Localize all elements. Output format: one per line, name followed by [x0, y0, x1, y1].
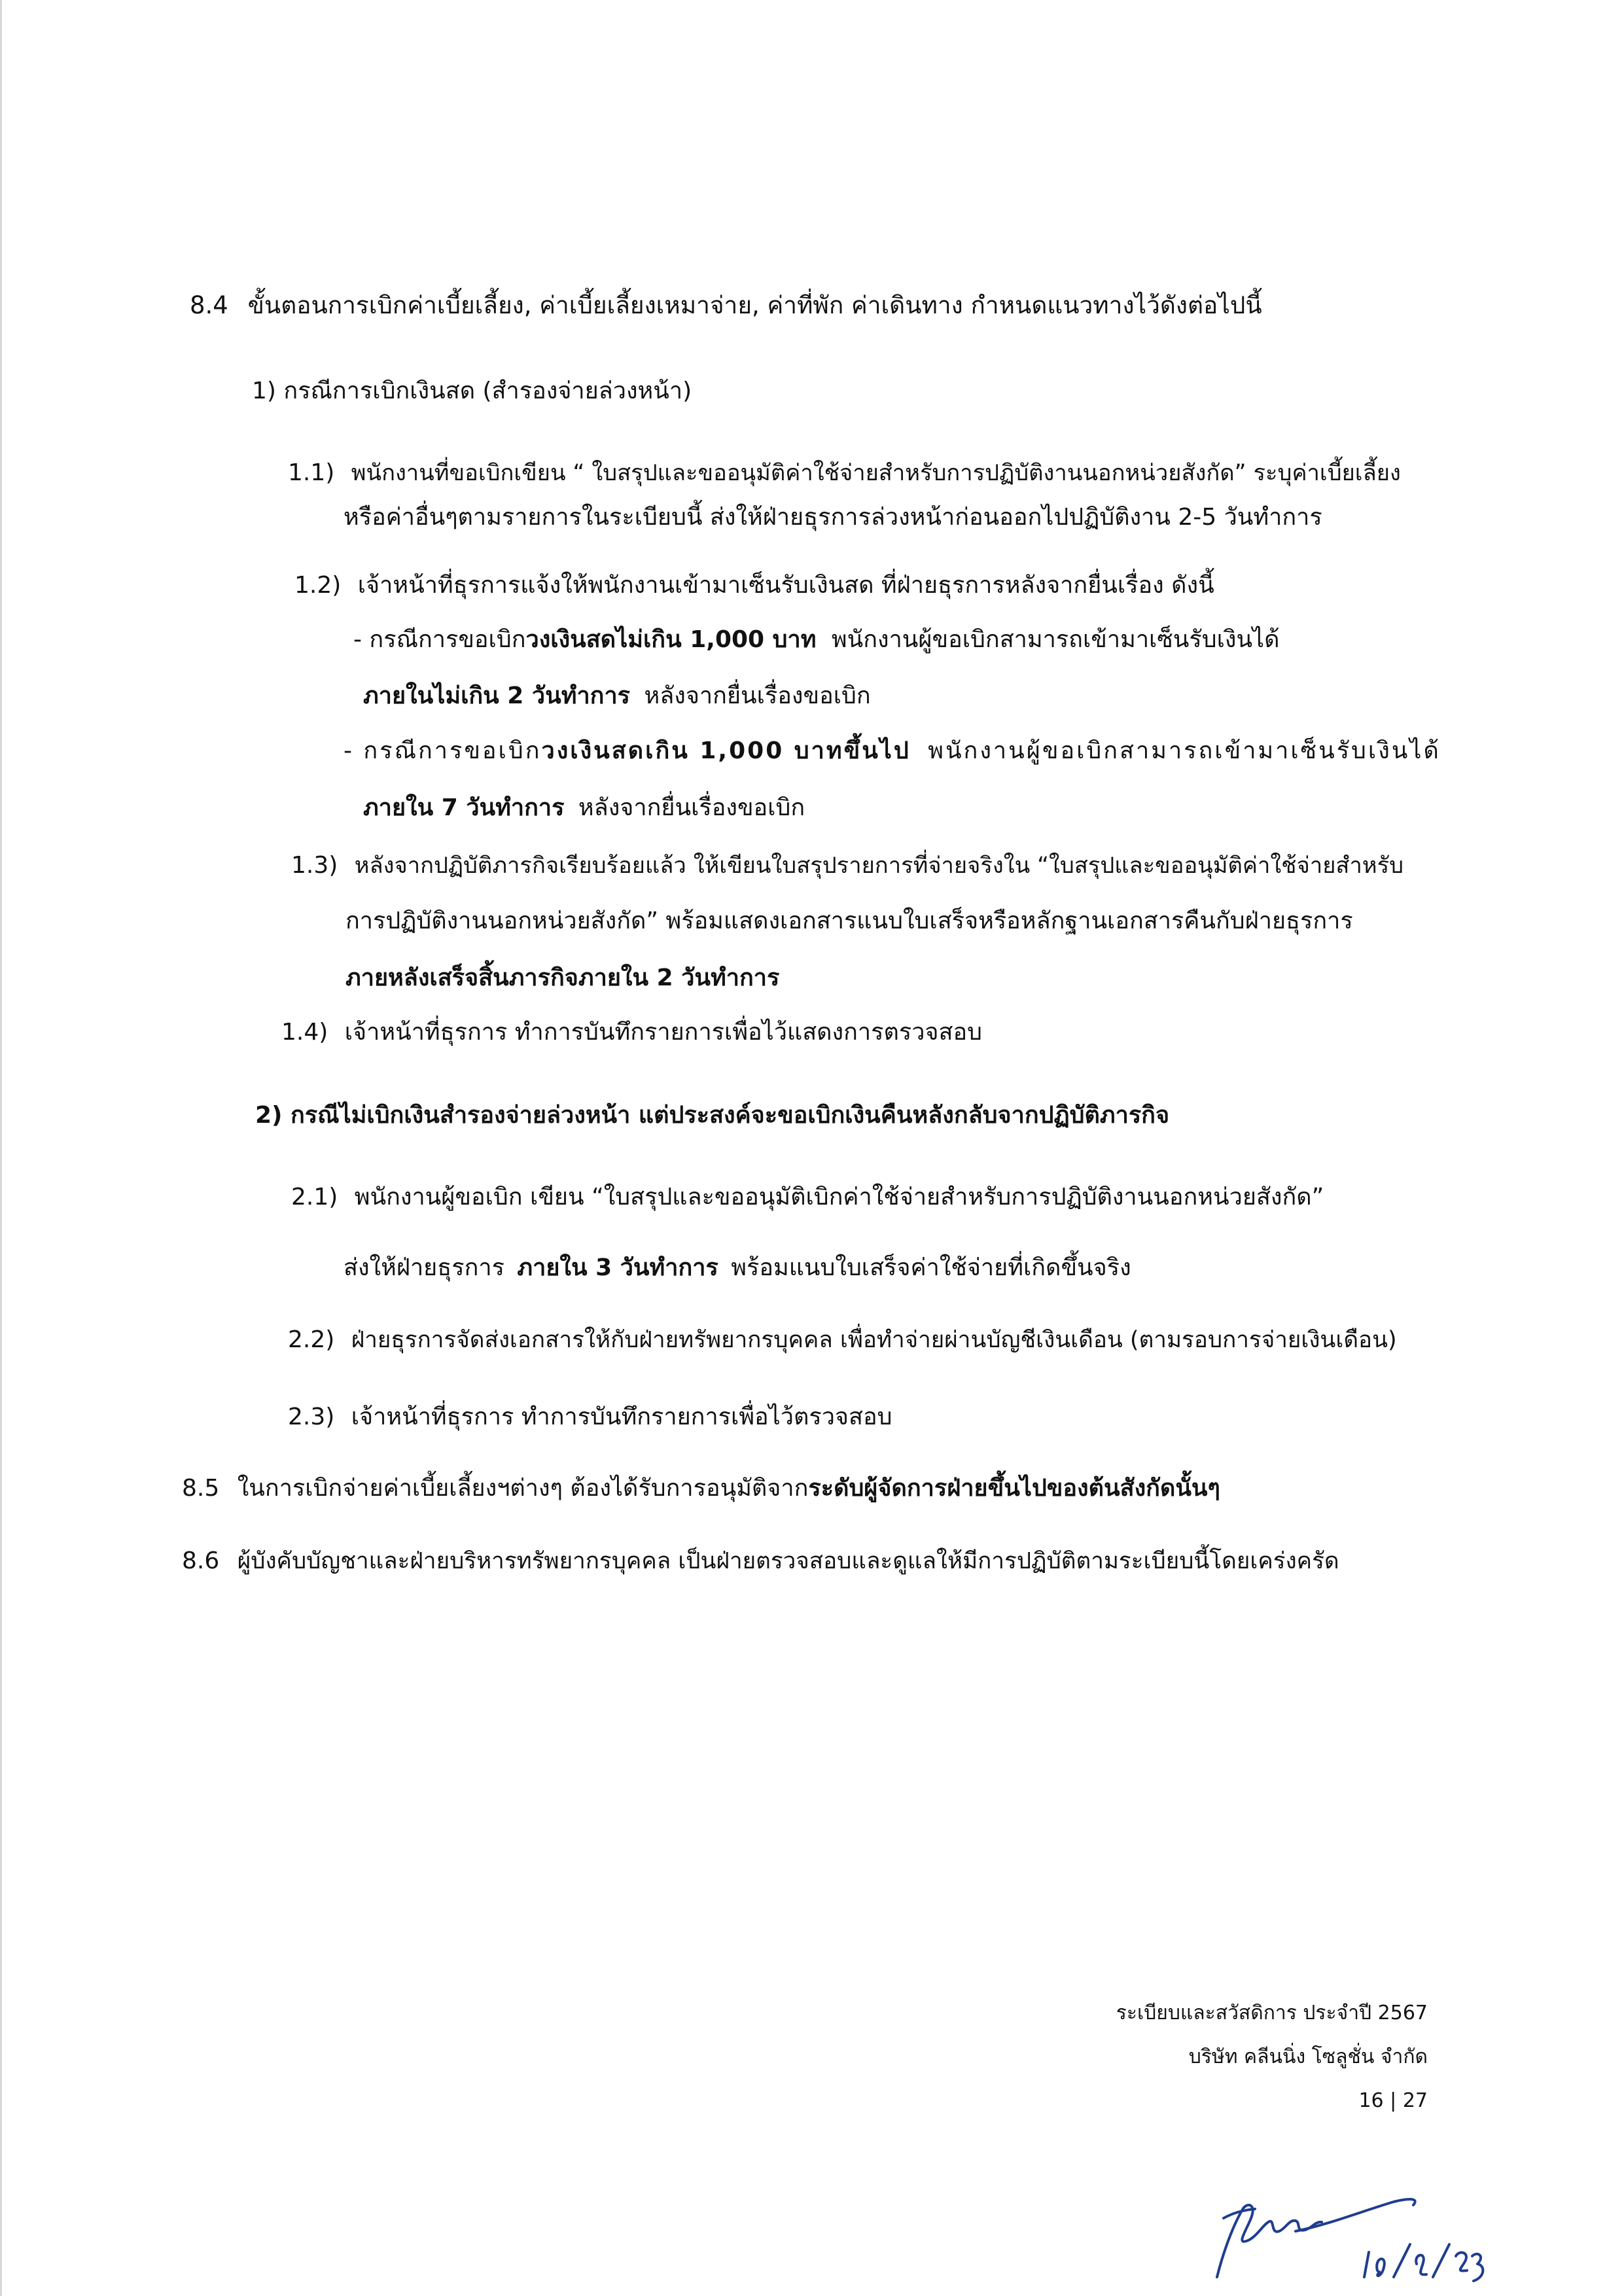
sub-suffix: พนักงานผู้ขอเบิกสามารถเข้ามาเซ็นรับเงินได้: [928, 737, 1441, 764]
item-text: พนักงานผู้ขอเบิก เขียน “ใบสรุปและขออนุมัติเบิกค่าใช้จ่ายสำหรับการปฏิบัติงานนอกหน่วยสังกัด”: [354, 1184, 1324, 1210]
sub-case-under-1000-deadline: [363, 684, 871, 708]
sub-case-over-1000: [344, 739, 1441, 763]
item-number: 1.3): [291, 852, 338, 879]
item-2-2: [288, 1328, 1397, 1352]
sub-case-over-1000-deadline: [363, 796, 805, 820]
item-2-1: [291, 1186, 1324, 1209]
section-text: ในการเบิกจ่ายค่าเบี้ยเลี้ยงฯต่างๆ ต้องได้รับการอนุมัติจาก: [237, 1475, 809, 1502]
sub-prefix: - กรณีการขอเบิก: [353, 626, 526, 653]
section-text: ผู้บังคับบัญชาและฝ่ายบริหารทรัพยากรบุคคล เป็นฝ่ายตรวจสอบและดูแลให้มีการปฏิบัติตามระเบียบนี้โดยเคร่งครัด: [237, 1548, 1339, 1574]
deadline-note: หลังจากยื่นเรื่องขอเบิก: [578, 794, 805, 821]
item-1-3-deadline: ภายหลังเสร็จสิ้นภารกิจภายใน 2 วันทำการ: [345, 964, 780, 991]
sub-amount: วงเงินสดเกิน 1,000 บาทขึ้นไป: [541, 737, 911, 764]
approval-level: ระดับผู้จัดการฝ่ายขึ้นไปของต้นสังกัดนั้นๆ: [808, 1475, 1220, 1502]
item-number: 2.3): [288, 1404, 335, 1430]
line-prefix: ส่งให้ฝ่ายธุรการ: [344, 1254, 504, 1281]
item-1-1-line2: หรือค่าอื่นๆตามรายการในระเบียบนี้ ส่งให้ฝ่ายธุรการล่วงหน้าก่อนออกไปปฏิบัติงาน 2-5 วันทำการ: [344, 504, 1322, 531]
item-1-3-line2: การปฏิบัติงานนอกหน่วยสังกัด” พร้อมแสดงเอกสารแนบใบเสร็จหรือหลักฐานเอกสารคืนกับฝ่ายธุรการ: [345, 908, 1353, 934]
item-number: 1.1): [288, 459, 335, 486]
footer-page-number: 16 | 27: [1358, 2089, 1428, 2112]
section-title: ขั้นตอนการเบิกค่าเบี้ยเลี้ยง, ค่าเบี้ยเลี้ยงเหมาจ่าย, ค่าที่พัก ค่าเดินทาง กำหนดแนวทางไว้ดังต่อไปนี้: [247, 291, 1262, 319]
sub-case-under-1000: [353, 628, 1280, 652]
item-1-2: [294, 574, 1214, 597]
deadline: ภายในไม่เกิน 2 วันทำการ: [363, 682, 631, 709]
item-number: 2.2): [288, 1326, 335, 1353]
section-number: 8.6: [182, 1547, 220, 1574]
deadline: ภายใน 3 วันทำการ: [517, 1254, 718, 1281]
handwritten-signature: [1197, 2179, 1485, 2290]
deadline-note: หลังจากยื่นเรื่องขอเบิก: [644, 682, 871, 709]
item-text: ฝ่ายธุรการจัดส่งเอกสารให้กับฝ่ายทรัพยากรบุคคล เพื่อทำจ่ายผ่านบัญชีเงินเดือน (ตามรอบการจ่ายเงินเดือน): [351, 1327, 1397, 1353]
signature-flourish: [1296, 2199, 1415, 2231]
section-8-5: [182, 1477, 1220, 1500]
footer-company: บริษัท คลีนนิ่ง โซลูชั่น จำกัด: [1188, 2045, 1428, 2068]
case-2-heading: 2) กรณีไม่เบิกเงินสำรองจ่ายล่วงหน้า แต่ประสงค์จะขอเบิกเงินคืนหลังกลับจากปฏิบัติภารกิจ: [255, 1102, 1170, 1129]
item-2-3: [288, 1405, 892, 1429]
sub-amount: วงเงินสดไม่เกิน 1,000 บาท: [525, 626, 817, 653]
item-1-3: [291, 854, 1403, 877]
line-suffix: พร้อมแนบใบเสร็จค่าใช้จ่ายที่เกิดขึ้นจริง: [731, 1254, 1131, 1281]
item-number: 2.1): [291, 1184, 338, 1210]
sub-suffix: พนักงานผู้ขอเบิกสามารถเข้ามาเซ็นรับเงินได้: [831, 626, 1280, 653]
item-1-1: [288, 461, 1401, 485]
item-text: หลังจากปฏิบัติภารกิจเรียบร้อยแล้ว ให้เขียนใบสรุปรายการที่จ่ายจริงใน “ใบสรุปและขออนุมัติค่าใช้จ่ายสำหรับ: [354, 853, 1404, 879]
item-text: เจ้าหน้าที่ธุรการ ทำการบันทึกรายการเพื่อไว้แสดงการตรวจสอบ: [344, 1019, 982, 1046]
date-stroke: [1364, 2244, 1483, 2281]
item-text: พนักงานที่ขอเบิกเขียน “ ใบสรุปและขออนุมัติค่าใช้จ่ายสำหรับการปฏิบัติงานนอกหน่วยสังกัด” ระบุค่าเบี้ยเลี้ยง: [351, 460, 1401, 486]
item-1-4: [281, 1021, 982, 1044]
scan-edge: [0, 0, 2, 2296]
sub-prefix: - กรณีการขอเบิก: [344, 737, 542, 764]
item-text: เจ้าหน้าที่ธุรการ ทำการบันทึกรายการเพื่อไว้ตรวจสอบ: [351, 1404, 892, 1430]
item-text: เจ้าหน้าที่ธุรการแจ้งให้พนักงานเข้ามาเซ็นรับเงินสด ที่ฝ่ายธุรการหลังจากยื่นเรื่อง ดังนี้: [357, 572, 1214, 599]
item-2-1-line2: [344, 1256, 1131, 1280]
footer-doc-title: ระเบียบและสวัสดิการ ประจำปี 2567: [1116, 2002, 1428, 2024]
deadline: ภายใน 7 วันทำการ: [363, 794, 565, 821]
section-number: 8.4: [190, 291, 228, 319]
section-8-4-heading: [190, 293, 1262, 317]
case-1-heading: 1) กรณีการเบิกเงินสด (สำรองจ่ายล่วงหน้า): [252, 378, 692, 404]
item-number: 1.4): [281, 1019, 328, 1046]
section-8-6: [182, 1549, 1339, 1573]
signature-stroke: [1217, 2205, 1322, 2277]
section-number: 8.5: [182, 1475, 220, 1502]
item-number: 1.2): [294, 572, 342, 599]
